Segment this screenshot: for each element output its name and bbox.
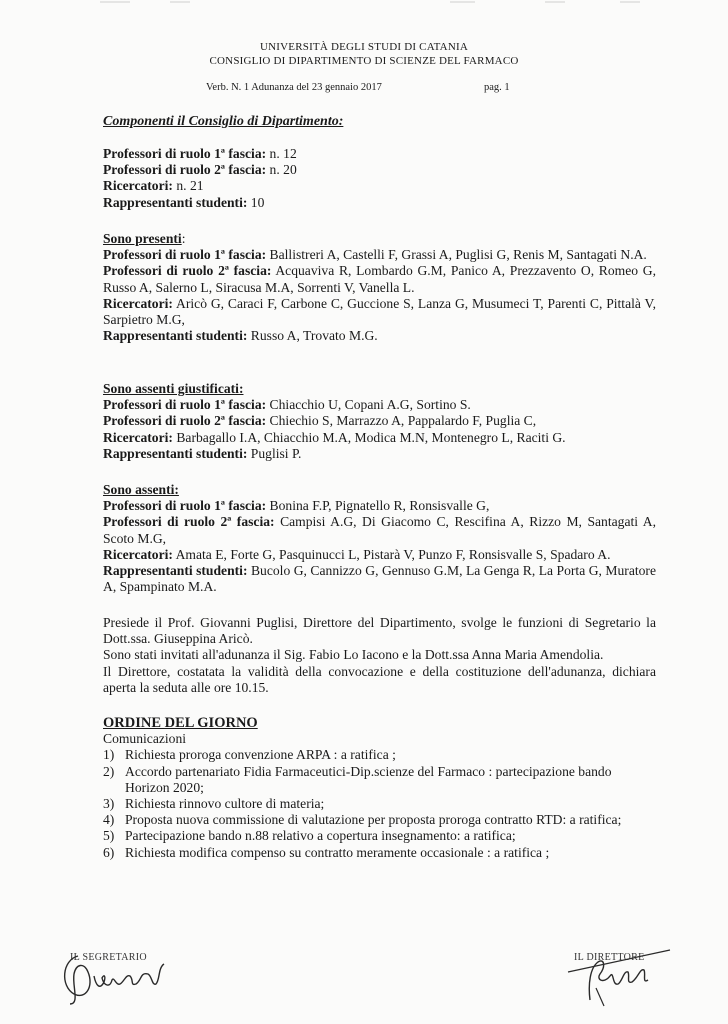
- componenti-row: Ricercatori: n. 21: [103, 178, 204, 194]
- ordine-item: 3) Richiesta rinnovo cultore di materia;: [103, 796, 325, 812]
- giustificati-row: Professori di ruolo 1ª fascia: Chiacchio U, Copani A.G, Sortino S.: [103, 397, 471, 413]
- assenti-row: Ricercatori: Amata E, Forte G, Pasquinucci L, Pistarà V, Punzo F, Ronsisvalle S, Spadaro A.: [103, 546, 611, 562]
- componenti-list: [103, 146, 656, 211]
- giustificati-title: Sono assenti giustificati:: [103, 381, 244, 396]
- verbale-line: Verb. N. 1 Adunanza del 23 gennaio 2017: [206, 82, 382, 93]
- ordine-item: 1) Richiesta proroga convenzione ARPA : a ratifica ;: [103, 747, 396, 763]
- componenti-row: Professori di ruolo 1ª fascia: n. 12: [103, 146, 297, 161]
- director-signature: [560, 940, 680, 1010]
- presenti-row: Professori di ruolo 1ª fascia: Ballistreri A, Castelli F, Grassi A, Puglisi G, Renis M, Santagati N.A.: [103, 247, 647, 263]
- ordine-title: ORDINE DEL GIORNO: [103, 715, 258, 731]
- giustificati-row: Ricercatori: Barbagallo I.A, Chiacchio M.A, Modica M.N, Montenegro L, Raciti G.: [103, 429, 566, 445]
- assenti-row: Professori di ruolo 1ª fascia: Bonina F.P, Pignatello R, Ronsisvalle G,: [103, 498, 490, 514]
- componenti-row: Professori di ruolo 2ª fascia: n. 20: [103, 162, 297, 178]
- ordine-item: 2) Accordo partenariato Fidia Farmaceutici-Dip.scienze del Farmaco : partecipazione bando Horizon 2020;: [103, 763, 612, 795]
- page-number: pag. 1: [484, 82, 510, 93]
- secretary-label: IL SEGRETARIO: [70, 952, 147, 963]
- presenti-section: [103, 231, 656, 344]
- narrative-paragraph: Presiede il Prof. Giovanni Puglisi, Direttore del Dipartimento, svolge le funzioni di Segretario la Dott.ssa. Giuseppina Aricò.: [103, 615, 656, 647]
- narrative-paragraph: Sono stati invitati all'adunanza il Sig. Fabio Lo Iacono e la Dott.ssa Anna Maria Amendolia.: [103, 647, 604, 663]
- ordine-item: 4) Proposta nuova commissione di valutazione per proposta proroga contratto RTD: a ratifica;: [103, 812, 622, 828]
- narrative-section: [103, 615, 656, 696]
- university-name: UNIVERSITÀ DEGLI STUDI DI CATANIA: [260, 41, 468, 53]
- assenti-row: Professori di ruolo 2ª fascia: Campisi A.G, Di Giacomo C, Rescifina A, Rizzo M, Santagati A, Scoto M.G,: [103, 514, 656, 546]
- assenti-section: [103, 482, 656, 595]
- assenti-row: Rappresentanti studenti: Bucolo G, Cannizzo G, Gennuso G.M, La Genga R, La Porta G, Muratore A, Spampinato M.A.: [103, 563, 656, 595]
- presenti-row: Professori di ruolo 2ª fascia: Acquaviva R, Lombardo G.M, Panico A, Prezzavento O, Romeo G, Russo A, Salerno L, Siracusa M.A, Sorrenti V, Vanella L.: [103, 263, 656, 295]
- assenti-title: Sono assenti:: [103, 482, 179, 497]
- presenti-row: Rappresentanti studenti: Russo A, Trovato M.G.: [103, 328, 378, 344]
- componenti-section: [103, 114, 656, 130]
- ordine-list: [103, 747, 656, 860]
- presenti-title: Sono presenti:: [103, 231, 186, 246]
- department-name: CONSIGLIO DI DIPARTIMENTO DI SCIENZE DEL FARMACO: [209, 55, 519, 67]
- componenti-row: Rappresentanti studenti: 10: [103, 194, 265, 210]
- giustificati-section: [103, 381, 656, 462]
- director-label: IL DIRETTORE: [574, 952, 645, 963]
- secretary-signature: [60, 946, 190, 1006]
- componenti-title: Componenti il Consiglio di Dipartimento:: [103, 114, 344, 129]
- ordine-item: 6) Richiesta modifica compenso su contratto meramente occasionale : a ratifica ;: [103, 844, 550, 860]
- ordine-intro: Comunicazioni: [103, 731, 187, 747]
- scan-edge-marks: [0, 0, 728, 6]
- ordine-section: [103, 715, 656, 861]
- narrative-paragraph: Il Direttore, costatata la validità della convocazione e della costituzione dell'adunanza, dichiara aperta la seduta alle ore 10.15.: [103, 663, 656, 695]
- presenti-row: Ricercatori: Aricò G, Caraci F, Carbone C, Guccione S, Lanza G, Musumeci T, Parenti C, Pittalà V, Sarpietro M.G,: [103, 295, 656, 328]
- giustificati-row: Rappresentanti studenti: Puglisi P.: [103, 445, 302, 461]
- giustificati-row: Professori di ruolo 2ª fascia: Chiechio S, Marrazzo A, Pappalardo F, Puglia C,: [103, 413, 537, 429]
- ordine-item: 5) Partecipazione bando n.88 relativo a copertura insegnamento: a ratifica;: [103, 828, 516, 844]
